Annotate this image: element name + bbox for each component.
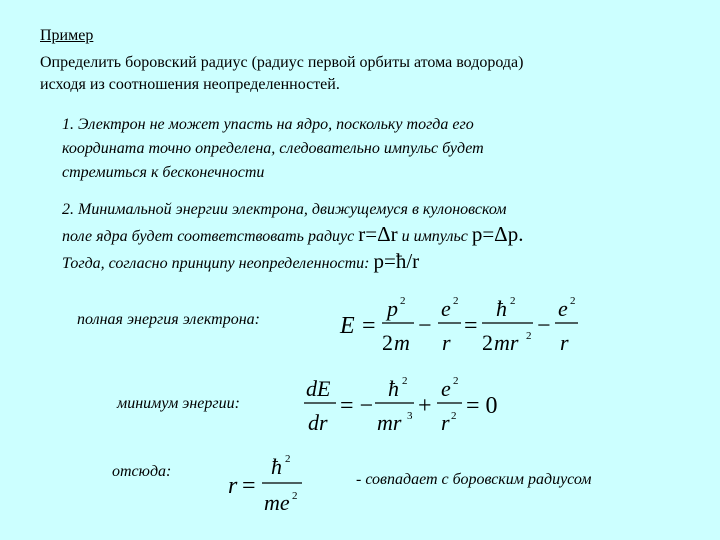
point-2-line-2-text: поле ядра будет соответствовать радиус [62, 228, 359, 245]
result-label: отсюда: [112, 463, 172, 480]
energy-e-1: e [441, 296, 451, 321]
energy-p-exp: 2 [400, 295, 406, 307]
energy-eq-1: = [362, 313, 376, 339]
energy-e-1-exp: 2 [453, 295, 459, 307]
energy-hbar: ħ [496, 296, 507, 321]
result-comment: - совпадает с боровским радиусом [356, 471, 592, 488]
energy-label: полная энергия электрона: [77, 311, 260, 328]
point-2-line-3 [62, 249, 523, 276]
result-hbar-exp: 2 [285, 453, 291, 465]
energy-mr: mr [494, 330, 519, 355]
point-1 [62, 113, 484, 185]
result-eq: = [242, 473, 256, 499]
minimum-hbar-exp: 2 [402, 375, 408, 387]
point-2-line-1: 2. Минимальной энергии электрона, движущемуся в кулоновском [62, 201, 507, 218]
point-1-line-1: 1. Электрон не может упасть на ядро, поскольку тогда его [62, 116, 474, 133]
point-2 [62, 198, 523, 276]
minimum-e: e [441, 376, 451, 401]
radius-uncertainty: r=Δr [358, 222, 398, 246]
task-line-2: исходя из соотношения неопределенностей. [40, 76, 340, 93]
minimum-dE: dE [306, 376, 331, 401]
energy-e-2-exp: 2 [570, 295, 576, 307]
point-2-line-2 [62, 222, 523, 249]
task-statement [40, 52, 523, 96]
minimum-formula [300, 372, 510, 438]
energy-hbar-exp: 2 [510, 295, 516, 307]
momentum-uncertainty: p=Δp. [471, 222, 524, 246]
minimum-mr-exp: 3 [407, 410, 413, 422]
point-2-line-3-text: Тогда, согласно принципу неопределенности: [62, 255, 374, 272]
energy-p: p [387, 296, 398, 321]
task-line-1: Определить боровский радиус (радиус первой орбиты атома водорода) [40, 54, 524, 71]
minimum-hbar: ħ [388, 376, 399, 401]
energy-two-2: 2 [482, 330, 493, 355]
energy-m: m [394, 330, 410, 355]
energy-two: 2 [382, 330, 393, 355]
energy-r-1: r [442, 330, 451, 355]
result-me-exp: 2 [292, 490, 298, 502]
energy-eq-2: = [464, 313, 478, 339]
point-1-line-2: координата точно определена, следовательно импульс будет [62, 140, 484, 157]
energy-formula [330, 292, 590, 358]
point-2-line-2-mid: и импульс [397, 228, 472, 245]
minimum-plus: + [418, 393, 432, 419]
minimum-eq-minus: = − [340, 393, 374, 419]
energy-e-2: e [558, 296, 568, 321]
minimum-r: r [441, 410, 450, 435]
minimum-e-exp: 2 [453, 375, 459, 387]
point-1-line-3: стремиться к бесконечности [62, 164, 265, 181]
minimum-r-exp: 2 [451, 410, 457, 422]
energy-minus-2: − [537, 313, 551, 339]
result-formula [222, 452, 312, 518]
result-me: me [264, 490, 290, 515]
momentum-formula: p=ħ/r [373, 249, 420, 273]
slide-title: Пример [40, 27, 94, 44]
minimum-zero: = 0 [466, 393, 498, 419]
result-r: r [228, 473, 238, 499]
energy-mr-exp: 2 [526, 330, 532, 342]
minimum-label: минимум энергии: [117, 395, 240, 412]
minimum-mr: mr [377, 410, 402, 435]
energy-r-2: r [560, 330, 569, 355]
minimum-dr: dr [308, 410, 328, 435]
energy-E: E [340, 313, 355, 339]
result-hbar: ħ [271, 454, 282, 479]
energy-minus-1: − [418, 313, 432, 339]
